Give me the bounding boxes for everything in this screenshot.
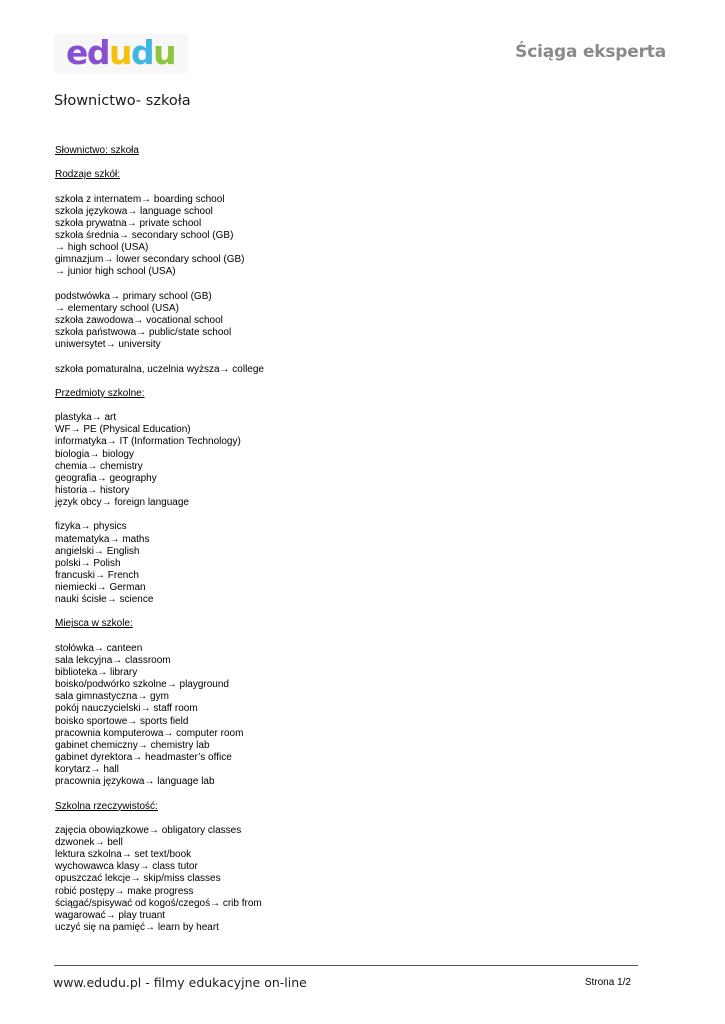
- vocab-line: geografia→ geography: [55, 472, 157, 484]
- vocab-line: sala lekcyjna→ classroom: [55, 654, 171, 666]
- vocab-line: stołówka→ canteen: [55, 642, 143, 654]
- vocab-line: zajęcia obowiązkowe→ obligatory classes: [55, 824, 242, 836]
- vocab-line: nauki ścisłe→ science: [55, 594, 154, 606]
- section-heading: Szkolna rzeczywistość:: [55, 800, 158, 812]
- vocab-line: robić postępy→ make progress: [55, 885, 194, 897]
- vocab-line: lektura szkolna→ set text/book: [55, 849, 192, 861]
- blank-line: [55, 509, 655, 521]
- vocab-line: pracownia komputerowa→ computer room: [55, 727, 244, 739]
- blank-line: [55, 279, 655, 291]
- vocab-line: szkoła zawodowa→ vocational school: [55, 314, 223, 326]
- vocab-line: matematyka→ maths: [55, 533, 150, 545]
- vocab-line: WF→ PE (Physical Education): [55, 424, 191, 436]
- vocab-line: ściągać/spisywać od kogoś/czegoś→ crib from: [55, 897, 262, 909]
- vocab-line: pokój nauczycielski→ staff room: [55, 703, 198, 715]
- logo-letter: d: [86, 33, 110, 72]
- vocab-line: boisko/podwórko szkolne→ playground: [55, 679, 229, 691]
- vocab-line: dzwonek→ bell: [55, 837, 123, 849]
- logo-letter: u: [153, 33, 176, 72]
- vocab-line: polski→ Polish: [55, 557, 121, 569]
- blank-line: [55, 400, 655, 412]
- vocab-line: → high school (USA): [55, 242, 149, 254]
- vocab-line: informatyka→ IT (Information Technology): [55, 436, 241, 448]
- vocab-line: francuski→ French: [55, 569, 139, 581]
- vocab-line: uczyć się na pamięć→ learn by heart: [55, 922, 219, 933]
- vocab-line: podstwówka→ primary school (GB): [55, 290, 212, 302]
- blank-line: [55, 631, 655, 643]
- blank-line: [55, 606, 655, 618]
- logo-letter: u: [109, 33, 132, 72]
- logo: [54, 34, 188, 74]
- blank-line: [55, 376, 655, 388]
- vocab-line: szkoła państwowa→ public/state school: [55, 327, 232, 339]
- vocab-line: szkoła pomaturalna, uczelnia wyższa→ college: [55, 363, 264, 375]
- tagline: Ściąga eksperta: [515, 42, 666, 62]
- vocab-line: opuszczać lekcje→ skip/miss classes: [55, 873, 221, 885]
- blank-line: [55, 813, 655, 825]
- footer-divider: [54, 965, 638, 966]
- vocab-line: szkoła średnia→ secondary school (GB): [55, 229, 234, 241]
- section-heading: Słownictwo: szkoła: [55, 145, 139, 156]
- vocab-line: sala gimnastyczna→ gym: [55, 691, 169, 703]
- vocab-line: fizyka→ physics: [55, 521, 127, 533]
- page-number: Strona 1/2: [584, 977, 631, 988]
- section-heading: Przedmioty szkolne:: [55, 387, 145, 399]
- vocab-line: historia→ history: [55, 484, 130, 496]
- vocab-line: biblioteka→ library: [55, 667, 138, 679]
- vocab-line: → elementary school (USA): [55, 302, 179, 314]
- vocab-line: wychowawca klasy→ class tutor: [55, 861, 198, 873]
- blank-line: [55, 788, 655, 800]
- vocab-line: gimnazjum→ lower secondary school (GB): [55, 254, 245, 266]
- section-heading: Rodzaje szkół:: [55, 169, 121, 181]
- logo-wordmark: [66, 33, 175, 73]
- blank-line: [55, 157, 655, 169]
- vocab-line: szkoła z internatem→ boarding school: [55, 193, 225, 205]
- logo-letter: e: [66, 33, 87, 72]
- document-body: [55, 145, 655, 934]
- vocab-line: uniwersytet→ university: [55, 339, 161, 351]
- section-heading: Miejsca w szkole:: [55, 618, 133, 630]
- vocab-line: niemiecki→ German: [55, 582, 146, 594]
- vocab-line: język obcy→ foreign language: [55, 497, 189, 509]
- vocab-line: plastyka→ art: [55, 412, 117, 424]
- vocab-line: boisko sportowe→ sports field: [55, 715, 189, 727]
- blank-line: [55, 181, 655, 193]
- vocab-line: szkoła językowa→ language school: [55, 205, 213, 217]
- blank-line: [55, 351, 655, 363]
- vocab-line: → junior high school (USA): [55, 266, 176, 278]
- logo-letter: d: [131, 33, 154, 72]
- page-title: Słownictwo- szkoła: [54, 93, 191, 109]
- vocab-line: pracownia językowa→ language lab: [55, 776, 215, 788]
- vocab-line: szkoła prywatna→ private school: [55, 217, 202, 229]
- vocab-line: angielski→ English: [55, 545, 140, 557]
- vocab-line: wagarować→ play truant: [55, 909, 166, 921]
- vocab-line: chemia→ chemistry: [55, 460, 143, 472]
- footer-link[interactable]: www.edudu.pl - filmy edukacyjne on-line: [53, 975, 307, 990]
- vocab-line: korytarz→ hall: [55, 764, 119, 776]
- vocab-line: gabinet dyrektora→ headmaster’s office: [55, 752, 232, 764]
- vocab-line: biologia→ biology: [55, 448, 134, 460]
- vocab-line: gabinet chemiczny→ chemistry lab: [55, 739, 210, 751]
